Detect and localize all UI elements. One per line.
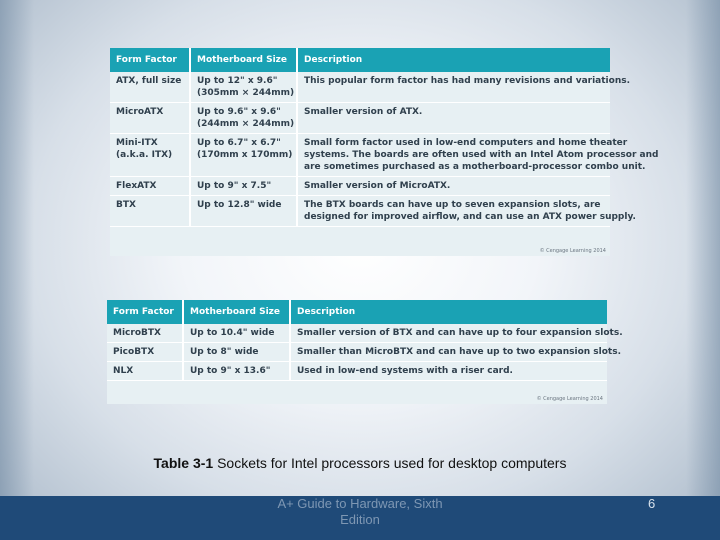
cell-description — [290, 324, 623, 343]
cell-motherboard-size — [190, 196, 297, 227]
cell-line: MicroBTX — [113, 328, 161, 338]
page-number: 6 — [648, 496, 656, 511]
cell-line: Up to 10.4" wide — [190, 328, 275, 338]
cell-line: PicoBTX — [113, 347, 155, 357]
cell-line: (a.k.a. ITX) — [116, 150, 173, 160]
cell-description — [297, 196, 636, 227]
table-row — [107, 324, 607, 343]
cell-line: Smaller than MicroBTX and can have up to two expansion slots. — [297, 347, 621, 357]
header-form-factor: Form Factor — [110, 48, 190, 72]
cell-line: This popular form factor has had many revisions and variations. — [304, 76, 631, 86]
cell-form-factor — [107, 362, 183, 381]
table-row — [110, 196, 610, 227]
cell-description — [290, 362, 607, 381]
cell-form-factor — [107, 343, 183, 362]
header-description: Description — [297, 48, 610, 72]
caption-text: Sockets for Intel processors used for desktop computers — [213, 455, 567, 471]
table-row — [110, 72, 610, 103]
form-factor-table-1 — [110, 48, 659, 256]
cell-line: Mini-ITX — [116, 138, 158, 148]
table-row — [107, 343, 607, 362]
cell-line: (170mm x 170mm) — [197, 150, 293, 160]
header-description: Description — [290, 300, 607, 324]
header-motherboard-size: Motherboard Size — [190, 48, 297, 72]
table-body — [110, 72, 659, 227]
table-row — [107, 362, 607, 381]
cell-description — [297, 177, 610, 196]
cell-form-factor — [110, 103, 190, 134]
cell-line: are sometimes purchased as a motherboard-processor combo unit. — [304, 162, 646, 172]
cell-line: systems. The boards are often used with an Intel Atom processor and — [304, 150, 659, 160]
slide-frame-right — [686, 0, 720, 496]
cell-line: Up to 8" wide — [190, 347, 259, 357]
cell-motherboard-size — [190, 134, 297, 177]
cell-line: BTX — [116, 200, 136, 210]
table-body — [107, 324, 623, 381]
table-caption — [0, 455, 720, 471]
slide-frame-left — [0, 0, 34, 496]
cell-line: designed for improved airflow, and can use an ATX power supply. — [304, 212, 636, 222]
cell-line: Up to 6.7" x 6.7" — [197, 138, 281, 148]
copyright-note: © Cengage Learning 2014 — [536, 396, 603, 402]
table-header-row — [110, 48, 610, 72]
cell-motherboard-size — [183, 362, 290, 381]
cell-line: Used in low-end systems with a riser card. — [297, 366, 513, 376]
cell-line: Smaller version of ATX. — [304, 107, 423, 117]
cell-motherboard-size — [190, 103, 297, 134]
cell-line: ATX, full size — [116, 76, 182, 86]
cell-line: Smaller version of MicroATX. — [304, 181, 451, 191]
cell-line: Up to 9" x 13.6" — [190, 366, 271, 376]
cell-motherboard-size — [183, 324, 290, 343]
cell-motherboard-size — [190, 177, 297, 196]
header-form-factor: Form Factor — [107, 300, 183, 324]
slide-footer — [0, 496, 720, 540]
cell-form-factor — [110, 196, 190, 227]
cell-form-factor — [110, 72, 190, 103]
cell-description — [297, 134, 659, 177]
cell-line: Up to 12" x 9.6" — [197, 76, 278, 86]
caption-label: Table 3-1 — [153, 455, 214, 471]
cell-line: Up to 12.8" wide — [197, 200, 282, 210]
table-row — [110, 134, 610, 177]
table-header-row — [107, 300, 607, 324]
cell-line: Up to 9.6" x 9.6" — [197, 107, 281, 117]
cell-form-factor — [110, 177, 190, 196]
cell-form-factor — [110, 134, 190, 177]
cell-description — [290, 343, 621, 362]
cell-line: Small form factor used in low-end computers and home theater — [304, 138, 628, 148]
cell-line: (305mm × 244mm) — [197, 88, 295, 98]
cell-line: NLX — [113, 366, 134, 376]
form-factor-table — [107, 300, 623, 381]
cell-motherboard-size — [190, 72, 297, 103]
cell-form-factor — [107, 324, 183, 343]
cell-line: Up to 9" x 7.5" — [197, 181, 272, 191]
footer-title: A+ Guide to Hardware, Sixth Edition — [277, 496, 443, 527]
cell-line: MicroATX — [116, 107, 164, 117]
form-factor-table-2 — [107, 300, 623, 404]
cell-line: (244mm × 244mm) — [197, 119, 295, 129]
form-factor-table — [110, 48, 659, 227]
cell-description — [297, 103, 610, 134]
cell-line: Smaller version of BTX and can have up to four expansion slots. — [297, 328, 623, 338]
table-row — [110, 103, 610, 134]
cell-description — [297, 72, 631, 103]
cell-line: The BTX boards can have up to seven expansion slots, are — [304, 200, 601, 210]
header-motherboard-size: Motherboard Size — [183, 300, 290, 324]
cell-motherboard-size — [183, 343, 290, 362]
copyright-note: © Cengage Learning 2014 — [539, 248, 606, 254]
table-row — [110, 177, 610, 196]
cell-line: FlexATX — [116, 181, 157, 191]
